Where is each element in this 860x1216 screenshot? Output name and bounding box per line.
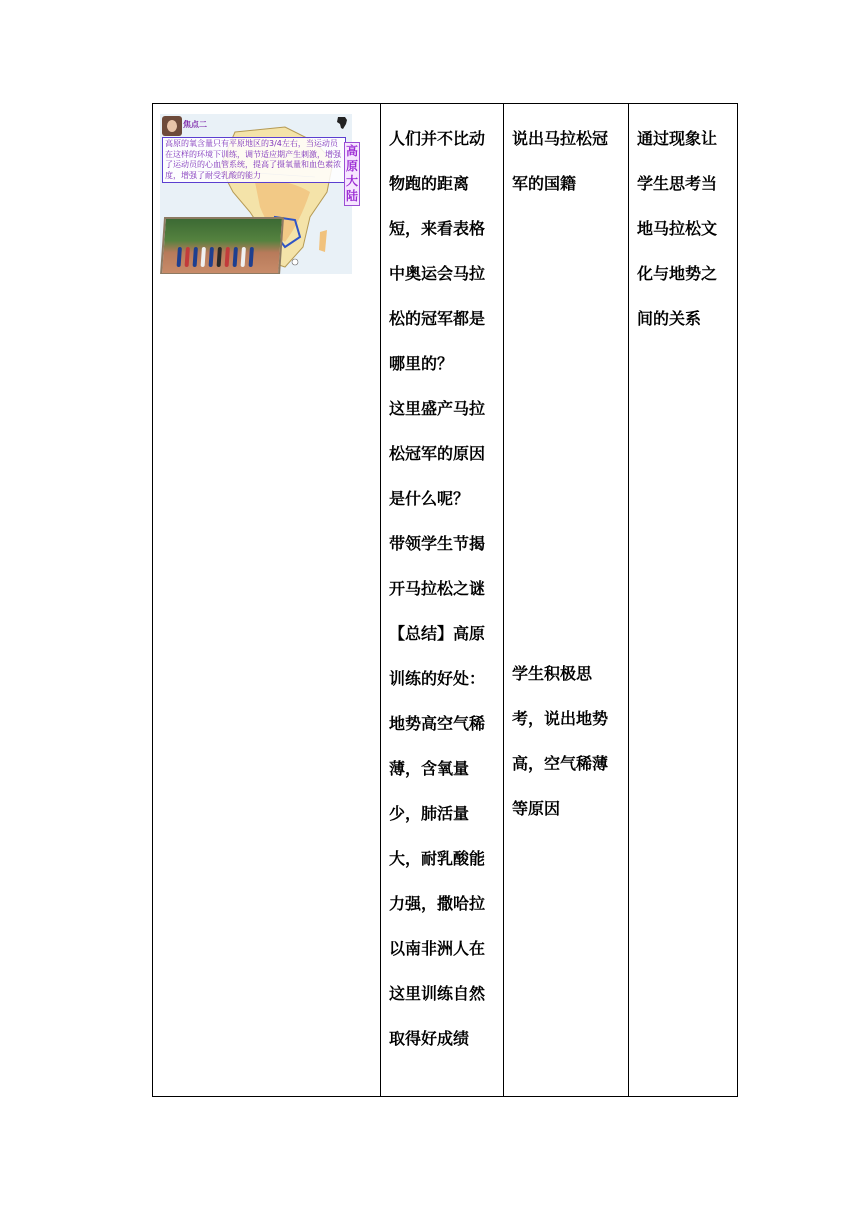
student-activity-cell (504, 104, 628, 1096)
slide-cell (153, 104, 380, 1096)
teacher-paragraph: 人们并不比动物跑的距离短，来看表格中奥运会马拉松的冠军都是哪里的？ (389, 129, 486, 373)
vertical-label: 高原大陆 (344, 142, 360, 206)
africa-icon (336, 116, 348, 130)
lesson-table (152, 103, 738, 1097)
slide-thumbnail (160, 114, 352, 274)
focus-tag: 焦点二 (183, 120, 207, 129)
teacher-paragraph: 【总结】高原训练的好处：地势高空气稀薄，含氧量少，肺活量大，耐乳酸能力强，撒哈拉以南非洲人在这里训练自然取得好成绩 (389, 624, 486, 1048)
teacher-paragraph: 这里盛产马拉松冠军的原因是什么呢？ (389, 399, 486, 508)
design-intent-cell (629, 104, 737, 1096)
avatar (162, 116, 182, 136)
slide-header (160, 116, 352, 136)
teacher-paragraph: 带领学生节揭开马拉松之谜 (389, 534, 486, 598)
slide-description: 高原的氧含量只有平原地区的3/4左右，当运动员在这样的环境下训练，调节适应期产生刺激，增强了运动员的心血管系统，提高了摄氧量和血色素浓度，增强了耐受乳酸的能力 (162, 137, 346, 183)
student-paragraph: 学生积极思考，说出地势高，空气稀薄等原因 (512, 664, 609, 818)
intent-paragraph: 通过现象让学生思考当地马拉松文化与地势之间的关系 (637, 129, 718, 328)
running-team-photo (160, 217, 284, 274)
teacher-activity-cell (381, 104, 503, 1096)
student-paragraph: 说出马拉松冠军的国籍 (512, 129, 609, 193)
